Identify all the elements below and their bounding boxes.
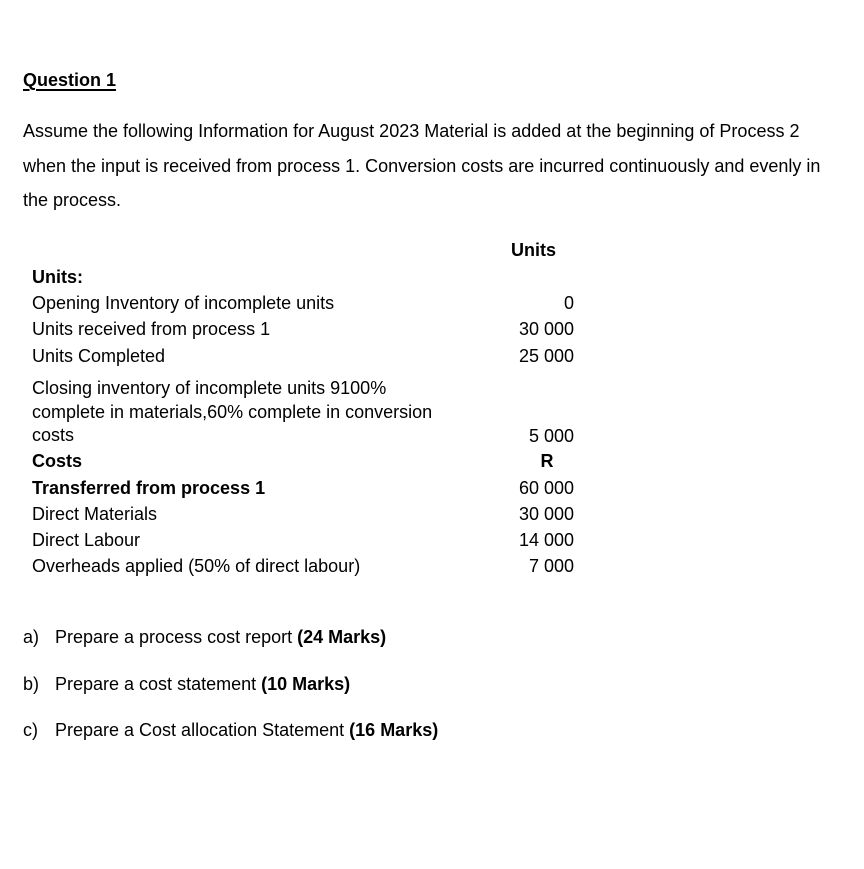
- task-item-b: [23, 673, 350, 695]
- data-table: [32, 0, 592, 600]
- costs-section-label: Costs: [32, 451, 83, 471]
- row-label-direct-materials: Direct Materials: [32, 504, 158, 524]
- task-text: Prepare a process cost report: [55, 627, 298, 647]
- task-letter: c): [23, 720, 38, 740]
- row-label-opening-inventory: Opening Inventory of incomplete units: [32, 293, 335, 313]
- task-item-a: [23, 626, 386, 648]
- task-marks: (10 Marks): [261, 674, 351, 694]
- row-value-units-received: 30 000: [518, 319, 574, 339]
- task-marks: (24 Marks): [297, 627, 387, 647]
- task-letter: a): [23, 627, 40, 647]
- task-text: Prepare a cost statement: [55, 674, 262, 694]
- row-value-closing-inventory: 5 000: [528, 426, 574, 446]
- row-label-units-completed: Units Completed: [32, 346, 166, 366]
- row-value-units-completed: 25 000: [518, 346, 574, 366]
- question-intro: Assume the following Information for August 2023 Material is added at the beginning of Process 2 when the input is received from process 1. Conversion costs are incurred continuously and evenly in the process.: [23, 121, 821, 210]
- task-letter: b): [23, 674, 40, 694]
- row-value-opening-inventory: 0: [563, 293, 574, 313]
- row-label-units-received: Units received from process 1: [32, 319, 271, 339]
- row-value-direct-labour: 14 000: [518, 530, 574, 550]
- question-heading: Question 1: [23, 70, 117, 90]
- task-item-c: [23, 719, 438, 741]
- row-label-closing-inventory: Closing inventory of incomplete units 9100% complete in materials,60% complete in conversion costs: [32, 378, 433, 445]
- row-label-overheads: Overheads applied (50% of direct labour): [32, 556, 361, 576]
- units-column-header: Units: [511, 240, 556, 260]
- costs-currency-label: R: [540, 451, 554, 471]
- row-value-overheads: 7 000: [528, 556, 574, 576]
- task-text: Prepare a Cost allocation Statement: [55, 720, 350, 740]
- units-section-label: Units:: [32, 267, 83, 287]
- row-value-direct-materials: 30 000: [518, 504, 574, 524]
- task-marks: (16 Marks): [349, 720, 439, 740]
- row-label-direct-labour: Direct Labour: [32, 530, 141, 550]
- row-label-transferred: Transferred from process 1: [32, 478, 266, 498]
- row-value-transferred: 60 000: [518, 478, 574, 498]
